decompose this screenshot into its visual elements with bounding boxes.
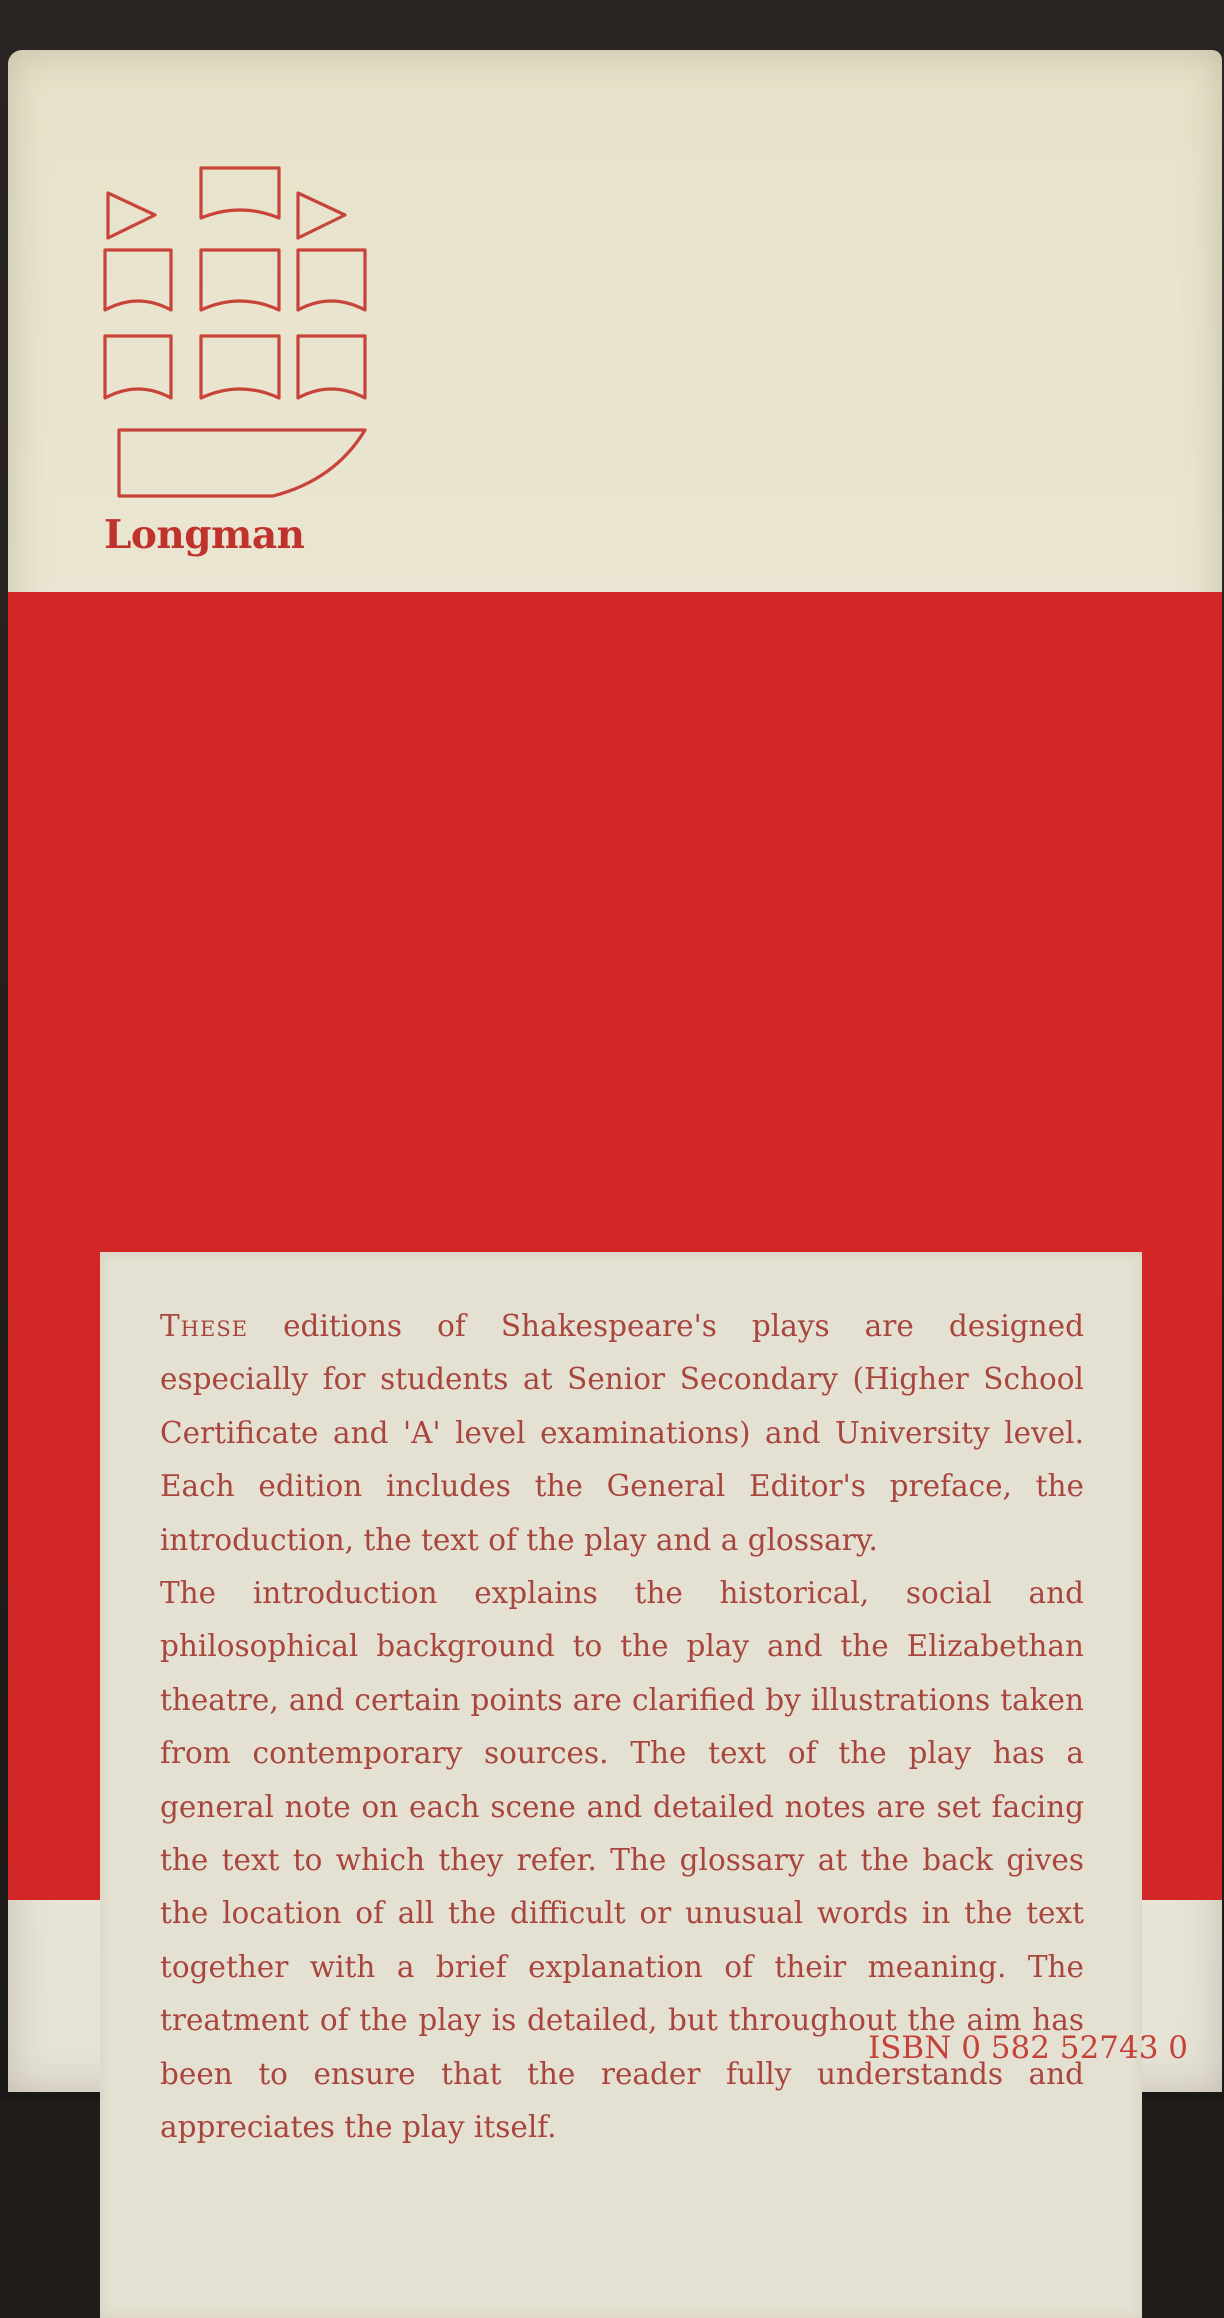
blurb-first-word: These	[160, 1309, 249, 1343]
publisher-name: Longman	[104, 512, 305, 558]
blurb-paragraph-2: The introduction explains the historical, social and philosophical background to the play and the Elizabethan theatre, and certain points are clarified by illustrations taken from contemporary sources. The text of the play has a general note on each scene and detailed notes are set facing the text to which they refer. The glossary at the back gives the location of all the difficult or unusual words in the text together with a brief explanation of their meaning. The treatment of the play is detailed, but throughout the aim has been to ensure that the reader fully understands and appreciates the play itself.	[160, 1576, 1084, 2145]
blurb-paragraph-1	[160, 1300, 1084, 1567]
blurb-paragraph-1-text: editions of Shakespeare's plays are designed especially for students at Senior Secondary (Higher School Certificate and 'A' level examinations) and University level. Each edition includes the General Editor's preface, the introduction, the text of the play and a glossary.	[160, 1309, 1084, 1557]
isbn-number: ISBN 0 582 52743 0	[867, 2030, 1188, 2066]
ship-icon	[103, 158, 373, 508]
blurb-text	[160, 1300, 1084, 2155]
blurb-panel	[100, 1252, 1142, 2318]
book-back-cover	[8, 50, 1222, 2145]
